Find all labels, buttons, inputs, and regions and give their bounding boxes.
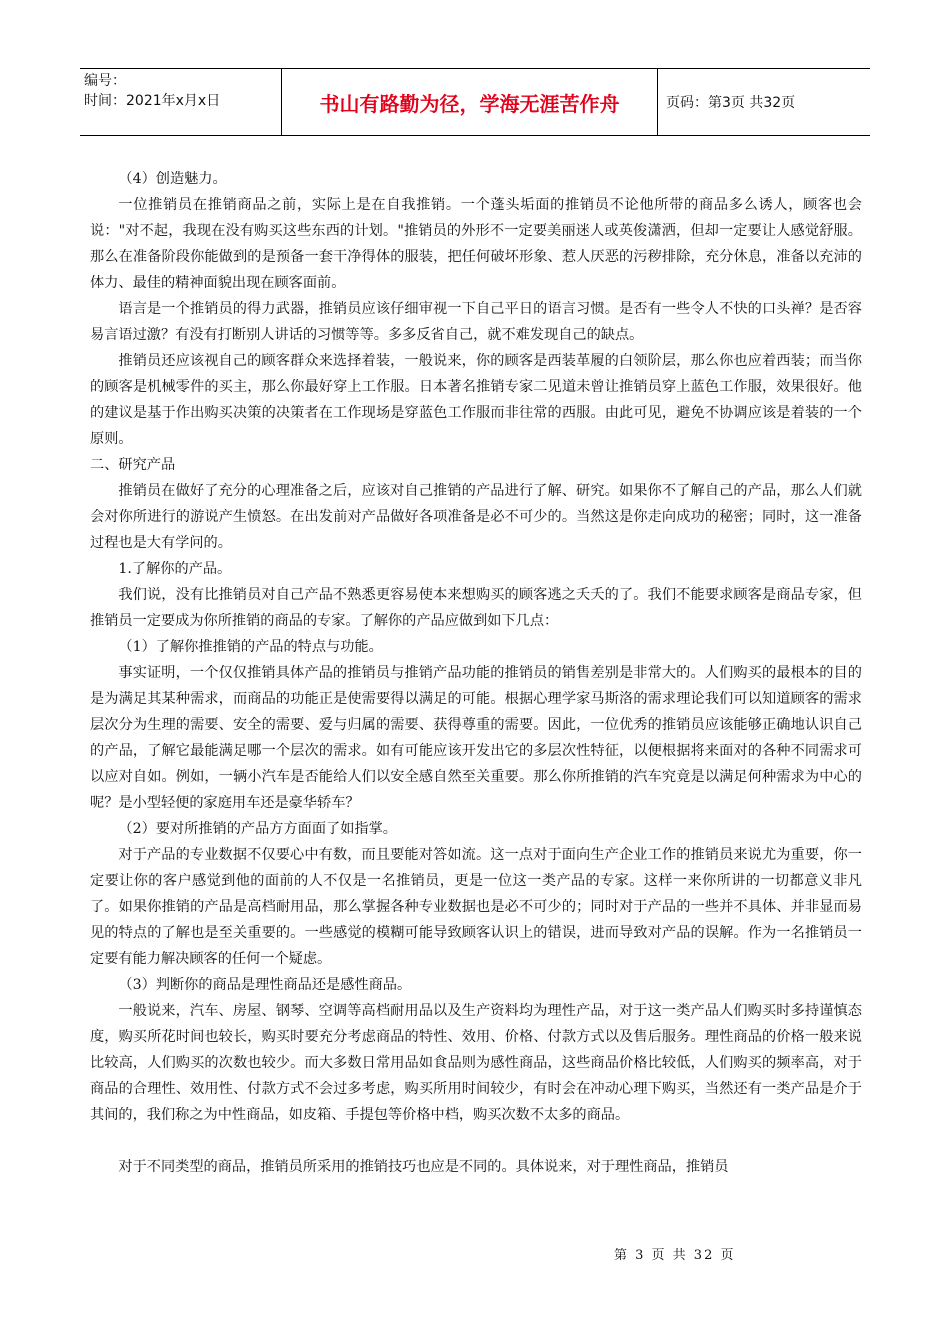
subsection-heading: 1.了解你的产品。 [118, 561, 232, 577]
paragraph: 一位推销员在推销商品之前，实际上是在自我推销。一个蓬头垢面的推销员不论他所带的商品多么诱人，顾客也会说："对不起，我现在没有购买这些东西的计划。"推销员的外形不一定要美丽迷人或英俊潇洒，但却一定要让人感觉舒服。那么在准备阶段你能做到的是预备一套干净得体的服装，把任何破坏形象、惹人厌恶的污秽排除，充分休息，准备以充沛的体力、最佳的精神面貌出现在顾客面前。 [90, 197, 862, 291]
time-label: 时间：2021年x月x日 [84, 93, 221, 109]
paragraph: 语言是一个推销员的得力武器，推销员应该仔细审视一下自己平日的语言习惯。是否有一些令人不快的口头禅？是否容易言语过激？有没有打断别人讲话的习惯等等。多多反省自己，就不难发现自己的缺点。 [90, 301, 862, 343]
header-page-info: 页码：第3页 共32页 [666, 95, 796, 111]
header-motto: 书山有路勤为径，学海无涯苦作舟 [282, 69, 658, 135]
paragraph: （1）了解你推推销的产品的特点与功能。 [118, 639, 383, 655]
paragraph: 对于不同类型的商品，推销员所采用的推销技巧也应是不同的。具体说来，对于理性商品，推销员 [118, 1159, 729, 1175]
section-heading: 二、研究产品 [90, 457, 176, 473]
page-footer: 第 3 页 共 32 页 [614, 1248, 736, 1263]
header-meta [80, 69, 282, 135]
page-header [80, 68, 870, 136]
paragraph: 事实证明，一个仅仅推销具体产品的推销员与推销产品功能的推销员的销售差别是非常大的。人们购买的最根本的目的是为满足其某种需求，而商品的功能正是使需要得以满足的可能。根据心理学家马斯洛的需求理论我们可以知道顾客的需求层次分为生理的需要、安全的需要、爱与归属的需要、获得尊重的需要。因此，一位优秀的推销员应该能够正确地认识自己的产品，了解它最能满足哪一个层次的需求。如有可能应该开发出它的多层次性特征，以便根据将来面对的各种不同需求可以应对自如。例如，一辆小汽车是否能给人们以安全感自然至关重要。那么你所推销的汽车究竟是以满足何种需求为中心的呢？是小型轻便的家庭用车还是豪华轿车？ [90, 665, 862, 811]
document-body [90, 166, 862, 1180]
paragraph: 我们说，没有比推销员对自己产品不熟悉更容易使本来想购买的顾客逃之夭夭的了。我们不能要求顾客是商品专家，但推销员一定要成为你所推销的商品的专家。了解你的产品应做到如下几点： [90, 587, 862, 629]
paragraph: （4）创造魅力。 [118, 171, 227, 187]
number-label: 编号： [84, 73, 126, 89]
paragraph: 推销员在做好了充分的心理准备之后，应该对自己推销的产品进行了解、研究。如果你不了解自己的产品，那么人们就会对你所进行的游说产生愤怒。在出发前对产品做好各项准备是必不可少的。当然这是你走向成功的秘密；同时，这一准备过程也是大有学问的。 [90, 483, 862, 551]
paragraph: 一般说来，汽车、房屋、钢琴、空调等高档耐用品以及生产资料均为理性产品，对于这一类产品人们购买时多持谨慎态度，购买所花时间也较长，购买时要充分考虑商品的特性、效用、价格、付款方式以及售后服务。理性商品的价格一般来说比较高，人们购买的次数也较少。而大多数日常用品如食品则为感性商品，这些商品价格比较低，人们购买的频率高，对于商品的合理性、效用性、付款方式不会过多考虑，购买所用时间较少，有时会在冲动心理下购买，当然还有一类产品是介于其间的，我们称之为中性商品，如皮箱、手提包等价格中档，购买次数不太多的商品。 [90, 1003, 862, 1123]
paragraph: （3）判断你的商品是理性商品还是感性商品。 [118, 977, 412, 993]
paragraph: （2）要对所推销的产品方方面面了如指掌。 [118, 821, 397, 837]
paragraph: 推销员还应该视自己的顾客群众来选择着装，一般说来，你的顾客是西装革履的白领阶层，那么你也应着西装；而当你的顾客是机械零件的买主，那么你最好穿上工作服。日本著名推销专家二见道未曾让推销员穿上蓝色工作服，效果很好。他的建议是基于作出购买决策的决策者在工作现场是穿蓝色工作服而非往常的西服。由此可见，避免不协调应该是着装的一个原则。 [90, 353, 862, 447]
paragraph: 对于产品的专业数据不仅要心中有数，而且要能对答如流。这一点对于面向生产企业工作的推销员来说尤为重要，你一定要让你的客户感觉到他的面前的人不仅是一名推销员，更是一位这一类产品的专家。这样一来你所讲的一切都意义非凡了。如果你推销的产品是高档耐用品，那么掌握各种专业数据也是必不可少的；同时对于产品的一些并不具体、并非显而易见的特点的了解也是至关重要的。一些感觉的模糊可能导致顾客认识上的错误，进而导致对产品的误解。作为一名推销员一定要有能力解决顾客的任何一个疑虑。 [90, 847, 862, 967]
